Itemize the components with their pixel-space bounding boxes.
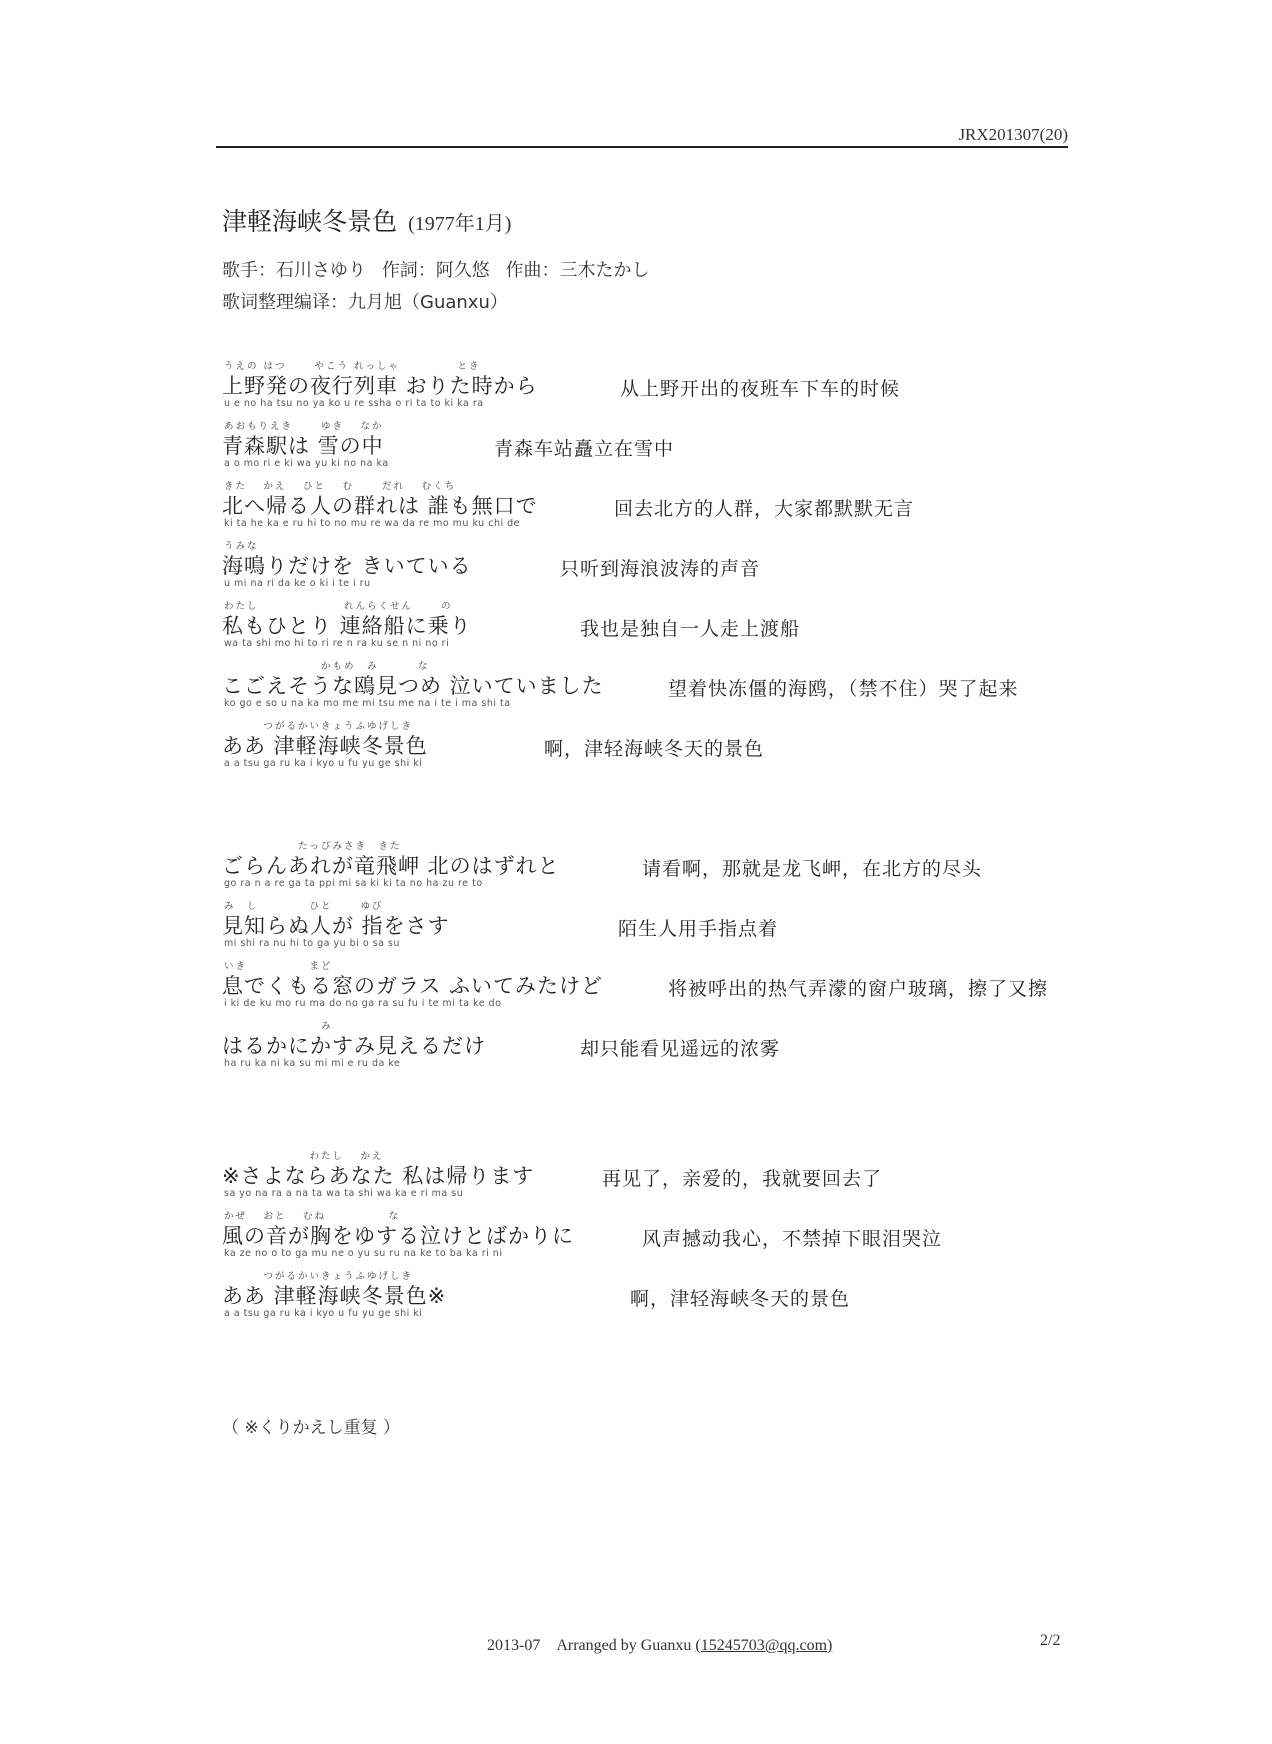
romaji: a o mo ri e ki wa yu ki no na ka	[224, 458, 389, 469]
furigana: み	[224, 1021, 333, 1032]
lyricist-label: 作詞：	[381, 260, 436, 281]
chinese-translation: 啊，津轻海峡冬天的景色	[630, 1288, 851, 1310]
romaji: sa yo na ra a na ta wa ta shi wa ka e ri ma su	[224, 1188, 464, 1199]
furigana: み し ひと ゆび	[224, 901, 384, 912]
credits-line	[222, 256, 649, 282]
japanese-lyric: こごえそうな鴎見つめ 泣いていました	[222, 674, 604, 698]
furigana: きた かえ ひと む だれ むくち	[224, 481, 457, 492]
chinese-translation: 青森车站矗立在雪中	[494, 438, 675, 460]
furigana: わたし かえ	[224, 1151, 384, 1162]
repeat-note: （ ※くりかえし重复 ）	[222, 1418, 401, 1438]
furigana: うえの はつ やこう れっしゃ とき	[224, 361, 481, 372]
japanese-lyric: はるかにかすみ見えるだけ	[222, 1034, 486, 1058]
composer: 三木たかし	[559, 260, 650, 281]
singer-label: 歌手：	[222, 260, 276, 281]
japanese-lyric: ああ 津軽海峡冬景色※	[222, 1284, 447, 1308]
romaji: a a tsu ga ru ka i kyo u fu yu ge shi ki	[224, 758, 423, 769]
composer-label: 作曲：	[505, 260, 560, 281]
romaji: a a tsu ga ru ka i kyo u fu yu ge shi ki	[224, 1308, 423, 1319]
footer-credit	[487, 1632, 832, 1655]
chinese-translation: 回去北方的人群，大家都默默无言	[614, 498, 915, 520]
chinese-translation: 啊，津轻海峡冬天的景色	[544, 738, 765, 760]
furigana: いき まど	[224, 961, 333, 972]
header-rule	[216, 146, 1068, 148]
song-title-line	[222, 202, 511, 238]
furigana: あおもりえき ゆき なか	[224, 421, 384, 432]
song-date: (1977年1月)	[408, 213, 512, 235]
japanese-lyric: ああ 津軽海峡冬景色	[222, 734, 428, 758]
page-number: 2/2	[1040, 1632, 1061, 1649]
japanese-lyric: ごらんあれが竜飛岬 北のはずれと	[222, 854, 560, 878]
romaji: ki ta he ka e ru hi to no mu re wa da re mo mu ku chi de	[224, 518, 520, 529]
document-id: JRX201307(20)	[958, 125, 1068, 144]
furigana: うみな	[224, 541, 259, 552]
japanese-lyric: 上野発の夜行列車 おりた時から	[222, 374, 538, 398]
chinese-translation: 风声撼动我心，不禁掉下眼泪哭泣	[642, 1228, 943, 1250]
furigana: かもめ み な	[224, 661, 430, 672]
furigana: かぜ おと むね な	[224, 1211, 401, 1222]
arranger: 九月旭（Guanxu）	[348, 292, 508, 313]
japanese-lyric: 見知らぬ人が 指をさす	[222, 914, 450, 938]
chinese-translation: 将被呼出的热气弄濛的窗户玻璃，擦了又擦	[668, 978, 1049, 1000]
chinese-translation: 再见了，亲爱的，我就要回去了	[602, 1168, 883, 1190]
japanese-lyric: 海鳴りだけを きいている	[222, 554, 472, 578]
chinese-translation: 陌生人用手指点着	[618, 918, 779, 940]
japanese-lyric: 青森駅は 雪の中	[222, 434, 384, 458]
japanese-lyric: ※さよならあなた 私は帰ります	[222, 1164, 535, 1188]
romaji: ha ru ka ni ka su mi mi e ru da ke	[224, 1058, 401, 1069]
romaji: ka ze no o to ga mu ne o yu su ru na ke to ba ka ri ni	[224, 1248, 503, 1259]
furigana: わたし れんらくせん の	[224, 601, 453, 612]
romaji: ko go e so u na ka mo me mi tsu me na i te i ma shi ta	[224, 698, 511, 709]
romaji: u mi na ri da ke o ki i te i ru	[224, 578, 371, 589]
arranger-label: 歌词整理编译：	[222, 292, 348, 313]
japanese-lyric: 風の音が胸をゆする泣けとばかりに	[222, 1224, 574, 1248]
romaji: mi shi ra nu hi to ga yu bi o sa su	[224, 938, 400, 949]
romaji: i ki de ku mo ru ma do no ga ra su fu i te mi ta ke do	[224, 998, 502, 1009]
arranger-line	[222, 288, 508, 314]
furigana: つがるかいきょうふゆげしき	[224, 721, 414, 732]
singer: 石川さゆり	[276, 260, 366, 281]
furigana: たっぴみさき きた	[224, 841, 402, 852]
chinese-translation: 从上野开出的夜班车下车的时候	[620, 378, 901, 400]
footer-email-link[interactable]: (15245703@qq.com)	[695, 1637, 833, 1654]
chinese-translation: 请看啊，那就是龙飞岬，在北方的尽头	[642, 858, 983, 880]
japanese-lyric: 私もひとり 連絡船に乗り	[222, 614, 472, 638]
chinese-translation: 望着快冻僵的海鸥，（禁不住）哭了起来	[668, 678, 1019, 700]
chinese-translation: 我也是独自一人走上渡船	[580, 618, 801, 640]
footer-arranged: 2013-07 Arranged by Guanxu	[487, 1637, 692, 1654]
romaji: wa ta shi mo hi to ri re n ra ku se n ni no ri	[224, 638, 450, 649]
japanese-lyric: 息でくもる窓のガラス ふいてみたけど	[222, 974, 604, 998]
furigana: つがるかいきょうふゆげしき	[224, 1271, 414, 1282]
chinese-translation: 只听到海浪波涛的声音	[560, 558, 761, 580]
romaji: u e no ha tsu no ya ko u re ssha o ri ta to ki ka ra	[224, 398, 484, 409]
chinese-translation: 却只能看见遥远的浓雾	[580, 1038, 781, 1060]
song-title: 津軽海峡冬景色	[222, 207, 398, 236]
lyricist: 阿久悠	[435, 260, 490, 281]
japanese-lyric: 北へ帰る人の群れは 誰も無口で	[222, 494, 538, 518]
romaji: go ra n a re ga ta ppi mi sa ki ki ta no ha zu re to	[224, 878, 483, 889]
